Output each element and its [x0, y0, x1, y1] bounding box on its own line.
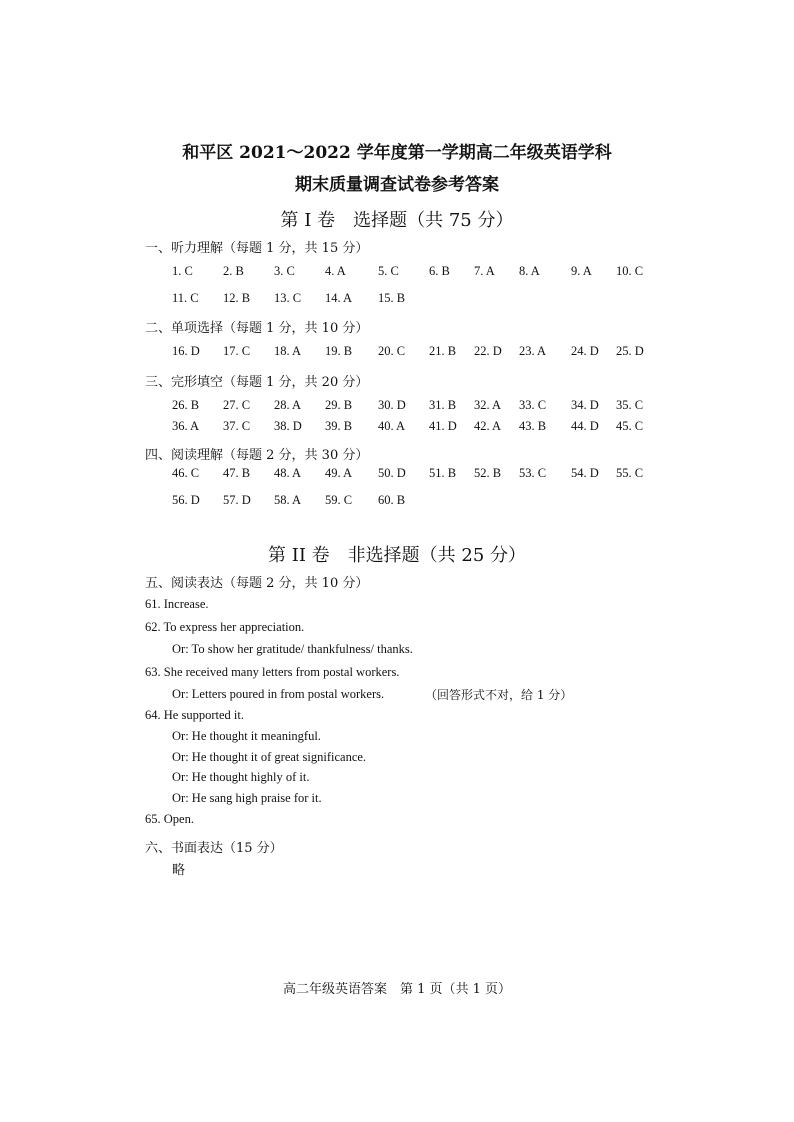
answer-64-alt: Or: He sang high praise for it.	[172, 791, 322, 805]
answer-item: 21. B	[429, 344, 457, 358]
answer-item: 45. C	[616, 419, 644, 433]
answer-item: 23. A	[519, 344, 547, 358]
document-title: 和平区 2021～2022 学年度第一学期高二年级英语学科	[182, 143, 612, 163]
answer-item: 32. A	[474, 398, 502, 412]
answer-item: 49. A	[325, 466, 353, 480]
answer-item: 51. B	[429, 466, 457, 480]
answer-item: 60. B	[378, 493, 406, 507]
answer-item: 27. C	[223, 398, 251, 412]
answer-item: 1. C	[172, 264, 193, 278]
answer-item: 56. D	[172, 493, 200, 507]
answer-item: 47. B	[223, 466, 251, 480]
answer-item: 10. C	[616, 264, 644, 278]
answer-item: 33. C	[519, 398, 547, 412]
answer-item: 48. A	[274, 466, 302, 480]
answer-62: 62. To express her appreciation.	[145, 620, 305, 634]
answer-item: 34. D	[571, 398, 599, 412]
answer-item: 24. D	[571, 344, 599, 358]
page-footer: 高二年级英语答案 第 1 页（共 1 页）	[282, 982, 512, 997]
answer-item: 42. A	[474, 419, 502, 433]
answer-item: 35. C	[616, 398, 644, 412]
answer-item: 6. B	[429, 264, 450, 278]
answer-63-note: （回答形式不对，给 1 分）	[425, 688, 573, 702]
answer-row	[0, 466, 794, 484]
answer-item: 11. C	[172, 291, 199, 305]
section2-heading: 二、单项选择（每题 1 分，共 10 分）	[145, 321, 369, 336]
answer-item: 30. D	[378, 398, 406, 412]
answer-item: 40. A	[378, 419, 406, 433]
answer-item: 39. B	[325, 419, 353, 433]
answer-item: 18. A	[274, 344, 302, 358]
answer-item: 38. D	[274, 419, 302, 433]
answer-item: 20. C	[378, 344, 406, 358]
answer-item: 29. B	[325, 398, 353, 412]
answer-65: 65. Open.	[145, 812, 194, 826]
answer-64-alt: Or: He thought it meaningful.	[172, 729, 321, 743]
answer-item: 13. C	[274, 291, 302, 305]
answer-61: 61. Increase.	[145, 597, 209, 611]
answer-64-alt: Or: He thought it of great significance.	[172, 750, 367, 764]
answer-item: 43. B	[519, 419, 547, 433]
section3-heading: 三、完形填空（每题 1 分，共 20 分）	[145, 375, 369, 390]
answer-item: 50. D	[378, 466, 406, 480]
answer-item: 16. D	[172, 344, 200, 358]
answer-item: 36. A	[172, 419, 200, 433]
answer-item: 37. C	[223, 419, 251, 433]
answer-item: 3. C	[274, 264, 295, 278]
answer-item: 17. C	[223, 344, 251, 358]
answer-item: 9. A	[571, 264, 592, 278]
answer-item: 58. A	[274, 493, 302, 507]
answer-row	[0, 344, 794, 362]
answer-item: 8. A	[519, 264, 540, 278]
answer-63: 63. She received many letters from postal workers.	[145, 665, 400, 679]
document-subtitle: 期末质量调查试卷参考答案	[295, 175, 499, 195]
answer-row	[0, 398, 794, 416]
section4-heading: 四、阅读理解（每题 2 分，共 30 分）	[145, 448, 369, 463]
answer-item: 54. D	[571, 466, 599, 480]
answer-item: 44. D	[571, 419, 599, 433]
answer-item: 26. B	[172, 398, 200, 412]
answer-item: 52. B	[474, 466, 502, 480]
answer-item: 5. C	[378, 264, 399, 278]
answer-item: 14. A	[325, 291, 353, 305]
answer-64: 64. He supported it.	[145, 708, 244, 722]
answer-62-alt: Or: To show her gratitude/ thankfulness/ thanks.	[172, 642, 413, 656]
answer-item: 28. A	[274, 398, 302, 412]
section6-heading: 六、书面表达（15 分）	[145, 841, 283, 856]
answer-item: 46. C	[172, 466, 200, 480]
answer-row	[0, 419, 794, 437]
answer-item: 12. B	[223, 291, 251, 305]
section6-answer: 略	[172, 863, 186, 878]
answer-item: 22. D	[474, 344, 502, 358]
answer-item: 15. B	[378, 291, 406, 305]
answer-item: 4. A	[325, 264, 346, 278]
answer-63-alt: Or: Letters poured in from postal workers.	[172, 687, 385, 701]
answer-item: 53. C	[519, 466, 547, 480]
answer-item: 31. B	[429, 398, 457, 412]
answer-item: 41. D	[429, 419, 457, 433]
answer-item: 25. D	[616, 344, 644, 358]
answer-item: 7. A	[474, 264, 495, 278]
answer-row	[0, 264, 794, 282]
answer-row	[0, 291, 794, 309]
section1-heading: 一、听力理解（每题 1 分，共 15 分）	[145, 241, 369, 256]
part1-title: 第 I 卷 选择题（共 75 分）	[280, 210, 514, 231]
answer-item: 57. D	[223, 493, 251, 507]
answer-item: 59. C	[325, 493, 353, 507]
answer-item: 19. B	[325, 344, 353, 358]
answer-item: 2. B	[223, 264, 244, 278]
part2-title: 第 II 卷 非选择题（共 25 分）	[267, 545, 526, 566]
section5-heading: 五、阅读表达（每题 2 分，共 10 分）	[145, 576, 369, 591]
answer-64-alt: Or: He thought highly of it.	[172, 770, 310, 784]
answer-item: 55. C	[616, 466, 644, 480]
answer-row	[0, 493, 794, 511]
